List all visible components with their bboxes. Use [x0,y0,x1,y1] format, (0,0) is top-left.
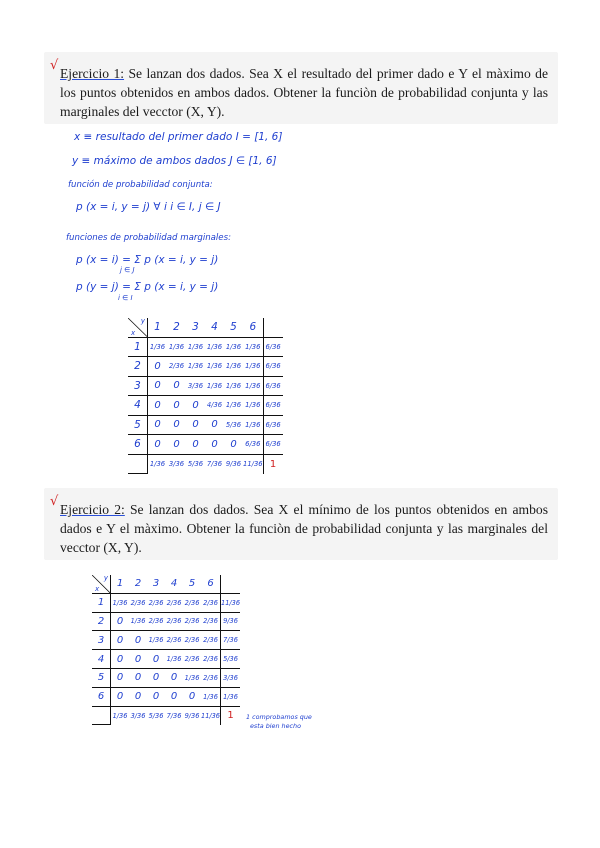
exercise-2-label: Ejercicio 2: [60,502,125,517]
table-row [128,357,283,377]
table-cell: 2/36 [201,631,221,650]
note-line-marginal-y: p (y = j) = Σ p (x = i, y = j) [76,281,219,293]
table-cell: 3/36 [186,376,205,396]
table-cell: 2/36 [183,650,201,669]
table-row [128,435,283,455]
table-cell: 2/36 [201,650,221,669]
table-cell: 0 [111,631,130,650]
table-cell: 2/36 [129,593,147,612]
table-cell: 0 [111,687,130,706]
column-header: 6 [243,318,263,337]
table-cell: 1/36 [205,337,224,357]
table-cell: 0 [224,435,243,455]
row-header: 5 [92,668,111,687]
table-cell: 0 [205,415,224,435]
table-cell: 1/36 [167,337,186,357]
column-header: 1 [111,575,130,593]
note-line-marginal-x: p (x = i) = Σ p (x = i, y = j) [76,254,219,266]
table-cell: 2/36 [201,668,221,687]
table-cell: 0 [148,396,168,416]
table-cell: 0 [205,435,224,455]
row-marginal: 6/36 [263,337,283,357]
table-row [128,376,283,396]
table-cell: 5/36 [224,415,243,435]
row-marginal: 5/36 [221,650,241,669]
column-header: 2 [167,318,186,337]
table-row [92,593,240,612]
table-cell: 4/36 [205,396,224,416]
table-cell: 1/36 [224,337,243,357]
exercise-1-text [60,64,548,121]
row-marginal: 3/36 [221,668,241,687]
row-header: 1 [92,593,111,612]
table-row [92,631,240,650]
table-cell: 2/36 [147,612,165,631]
note-line-joint-heading: función de probabilidad conjunta: [68,180,213,190]
table-cell: 0 [167,376,186,396]
table-row [128,415,283,435]
note-line-y-definition: y ≡ máximo de ambos dados J ∈ [1, 6] [72,155,277,167]
table-cell: 1/36 [243,376,263,396]
column-marginal: 3/36 [130,711,146,720]
table-cell: 0 [165,668,183,687]
row-header: 1 [128,337,148,357]
table-cell: 1/36 [165,650,183,669]
row-header: 3 [92,631,111,650]
table-cell: 0 [148,376,168,396]
table-cell: 0 [111,650,130,669]
marginal-row [128,454,283,474]
row-header: 2 [128,357,148,377]
column-header-empty [221,575,241,593]
note-line-joint-formula: p (x = i, y = j) ∀ i i ∈ I, j ∈ J [76,201,221,213]
row-header-empty [128,454,148,474]
table-cell: 0 [129,650,147,669]
table-cell: 6/36 [243,435,263,455]
table-corner [92,575,111,593]
table-cell: 2/36 [147,593,165,612]
column-header: 3 [147,575,165,593]
table-cell: 0 [186,396,205,416]
table-cell: 1/36 [224,396,243,416]
table-cell: 1/36 [224,376,243,396]
row-header: 4 [128,396,148,416]
column-marginal: 11/36 [201,711,221,720]
column-marginal: 5/36 [148,711,164,720]
row-header: 2 [92,612,111,631]
table-cell: 0 [111,668,130,687]
column-marginal: 9/36 [225,460,242,468]
exercise-1-body: Se lanzan dos dados. Sea X el resultado del primer dado e Y el màximo de los puntos obtenidos en ambos dados. Obtener la funciòn de probabilidad conjunta y las marginales del vecctor (X, Y). [60,66,548,119]
table-cell: 2/36 [201,612,221,631]
table-cell: 0 [148,415,168,435]
column-header: 2 [129,575,147,593]
joint-probability-table-1 [128,318,283,474]
row-marginal: 6/36 [263,396,283,416]
table-cell: 1/36 [129,612,147,631]
table-cell: 0 [129,668,147,687]
table-cell: 2/36 [165,612,183,631]
corner-x-label: x [131,328,136,337]
column-marginal: 7/36 [206,460,223,468]
table-corner [128,318,148,337]
table-cell: 1/36 [243,357,263,377]
table-cell: 2/36 [183,612,201,631]
exercise-1-statement [44,52,558,124]
table-cell: 1/36 [224,357,243,377]
note-line-marginal-y-sub: i ∈ I [118,294,133,302]
table-cell: 1/36 [243,396,263,416]
exercise-2-body: Se lanzan dos dados. Sea X el mínimo de los puntos obtenidos en ambos dados e Y el màximo. Obtener la funciòn de probabilidad conjunta y las marginales del vecctor (X, Y). [60,502,548,555]
verification-note-line-1: 1 comprobamos que [246,713,312,721]
total-check: 1 [263,454,283,474]
table-row [128,337,283,357]
table-cell: 0 [186,415,205,435]
table-row [92,650,240,669]
table-cell: 1/36 [186,357,205,377]
table-row [92,668,240,687]
column-marginal: 1/36 [149,460,166,468]
column-header: 3 [186,318,205,337]
exercise-2-statement [44,488,558,560]
table-cell: 1/36 [243,337,263,357]
row-marginal: 6/36 [263,357,283,377]
table-cell: 1/36 [111,593,130,612]
row-marginal: 9/36 [221,612,241,631]
table-row [92,687,240,706]
row-marginal: 6/36 [263,435,283,455]
table-cell: 1/36 [147,631,165,650]
table-cell: 0 [165,687,183,706]
table-cell: 0 [147,650,165,669]
note-line-marginal-heading: funciones de probabilidad marginales: [66,233,231,243]
column-marginal: 7/36 [166,711,182,720]
column-marginal: 1/36 [112,711,128,720]
corner-x-label: x [95,584,100,593]
table-cell: 0 [186,435,205,455]
table-cell: 1/36 [183,668,201,687]
table-cell: 1/36 [205,376,224,396]
table-row [92,612,240,631]
column-marginal: 3/36 [168,460,185,468]
table-cell: 2/36 [183,593,201,612]
column-header-empty [263,318,283,337]
table-cell: 0 [129,631,147,650]
table-cell: 0 [111,612,130,631]
table-cell: 1/36 [201,687,221,706]
column-header: 6 [201,575,221,593]
table-cell: 2/36 [167,357,186,377]
row-header-empty [92,706,111,725]
row-marginal: 1/36 [221,687,241,706]
exercise-2-text [60,500,548,557]
row-header: 5 [128,415,148,435]
corner-y-label: y [140,318,145,325]
table-cell: 0 [167,396,186,416]
column-marginal: 5/36 [187,460,204,468]
table-cell: 0 [147,687,165,706]
row-marginal: 7/36 [221,631,241,650]
verification-note-line-2: esta bien hecho [250,722,302,730]
table-cell: 1/36 [186,337,205,357]
column-marginal: 9/36 [184,711,200,720]
joint-probability-table-2 [92,575,240,725]
row-header: 4 [92,650,111,669]
check-mark-icon: √ [50,58,59,73]
table-cell: 0 [147,668,165,687]
row-marginal: 6/36 [263,415,283,435]
table-cell: 0 [148,435,168,455]
corner-y-label: y [103,575,108,582]
row-header: 6 [128,435,148,455]
total-check: 1 [221,706,241,725]
table-row [128,396,283,416]
column-header: 5 [224,318,243,337]
column-header: 5 [183,575,201,593]
row-marginal: 6/36 [263,376,283,396]
table-cell: 0 [167,415,186,435]
table-cell: 0 [129,687,147,706]
table-cell: 0 [183,687,201,706]
exercise-1-label: Ejercicio 1: [60,66,125,81]
column-marginal: 11/36 [243,460,263,468]
table-cell: 1/36 [205,357,224,377]
table-cell: 0 [148,357,168,377]
table-cell: 2/36 [165,593,183,612]
check-mark-icon: √ [50,494,59,509]
row-header: 3 [128,376,148,396]
row-header: 6 [92,687,111,706]
note-line-marginal-x-sub: j ∈ J [120,266,135,274]
marginal-row [92,706,240,725]
table-cell: 1/36 [243,415,263,435]
row-marginal: 11/36 [221,593,241,612]
table-cell: 0 [167,435,186,455]
table-cell: 2/36 [165,631,183,650]
column-header: 1 [148,318,168,337]
column-header: 4 [165,575,183,593]
table-cell: 2/36 [201,593,221,612]
column-header: 4 [205,318,224,337]
table-cell: 1/36 [148,337,168,357]
table-cell: 2/36 [183,631,201,650]
note-line-x-definition: x ≡ resultado del primer dado I = [1, 6] [74,131,283,143]
